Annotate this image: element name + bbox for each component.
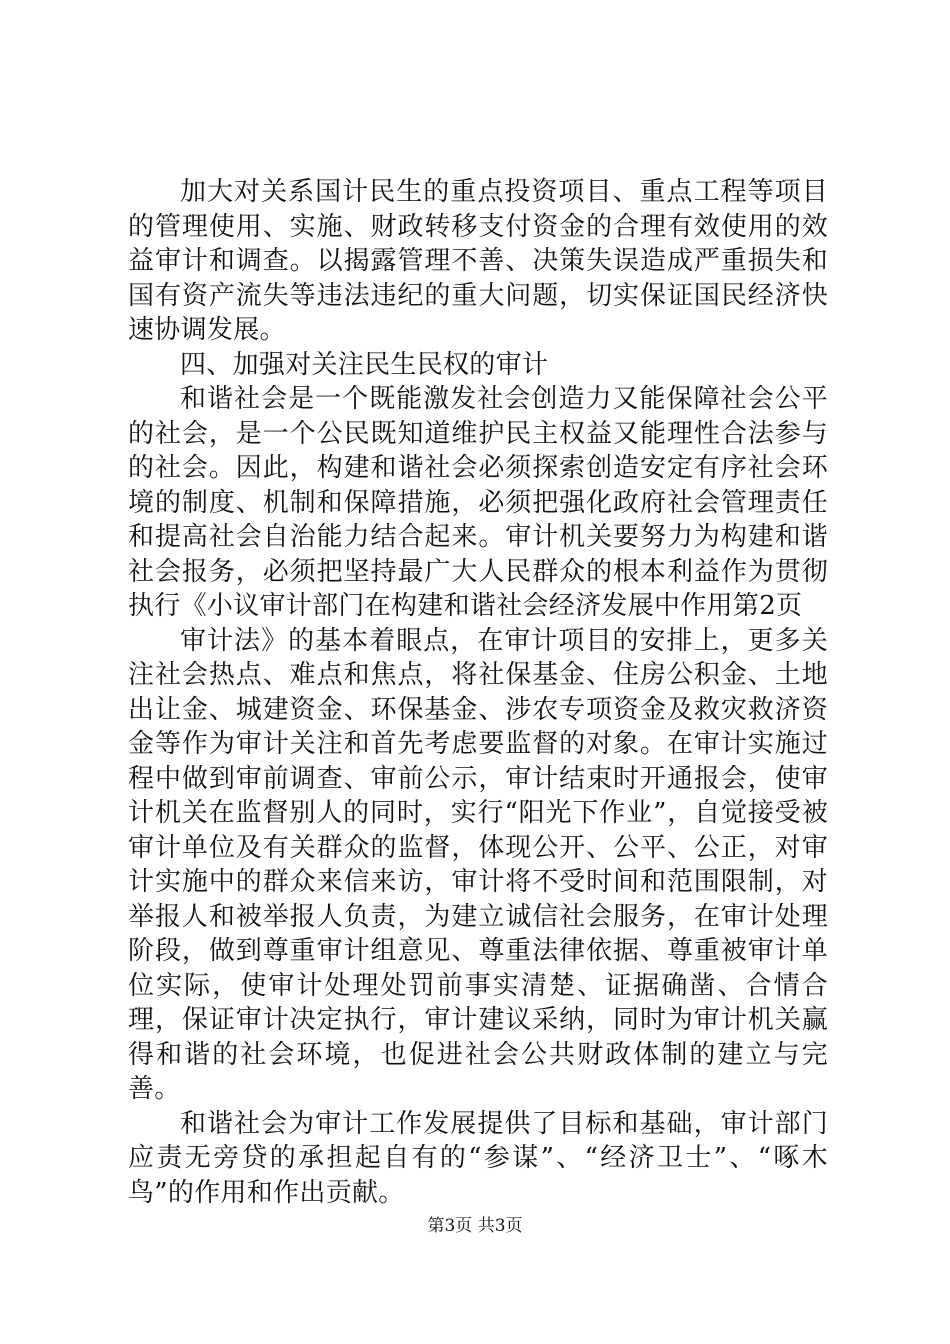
page-footer: 第3页 共3页: [427, 1216, 523, 1236]
paragraph-audit-law-focus: 审计法》的基本着眼点，在审计项目的安排上，更多关注社会热点、难点和焦点，将社保基金、住房公积金、土地出让金、城建资金、环保基金、涉农专项资金及救灾救济资金等作为审计关注和首先考虑要监督的对象。在审计实施过程中做到审前调查、审前公示，审计结束时开通报会，使审计机关在监督别人的同时，实行“阳光下作业”，自觉接受被审计单位及有关群众的监督，体现公开、公平、公正，对审计实施中的群众来信来访，审计将不受时间和范围限制，对举报人和被举报人负责，为建立诚信社会服务，在审计处理阶段，做到尊重审计组意见、尊重法律依据、尊重被审计单位实际，使审计处理处罚前事实清楚、证据确凿、合情合理，保证审计决定执行，审计建议采纳，同时为审计机关赢得和谐的社会环境，也促进社会公共财政体制的建立与完善。: [128, 625, 828, 1104]
paragraph-harmonious-society: 和谐社会是一个既能激发社会创造力又能保障社会公平的社会，是一个公民既知道维护民主权益又能理性合法参与的社会。因此，构建和谐社会必须探索创造安定有序社会环境的制度、机制和保障措施，必须把强化政府社会管理责任和提高社会自治能力结合起来。审计机关要努力为构建和谐社会报务，必须把坚持最广大人民群众的根本利益作为贯彻执行《小议审计部门在构建和谐社会经济发展中作用第2页: [128, 384, 828, 621]
paragraph-conclusion: 和谐社会为审计工作发展提供了目标和基础，审计部门应责无旁贷的承担起自有的“参谋”、“经济卫士”、“啄木鸟”的作用和作出贡献。: [128, 1108, 828, 1208]
document-body: [128, 175, 828, 1210]
paragraph-audit-key-projects: 加大对关系国计民生的重点投资项目、重点工程等项目的管理使用、实施、财政转移支付资金的合理有效使用的效益审计和调查。以揭露管理不善、决策失误造成严重损失和国有资产流失等违法违纪的重大问题，切实保证国民经济快速协调发展。: [128, 177, 828, 345]
section-heading-livelihood-audit: 四、加强对关注民生民权的审计: [180, 349, 549, 380]
